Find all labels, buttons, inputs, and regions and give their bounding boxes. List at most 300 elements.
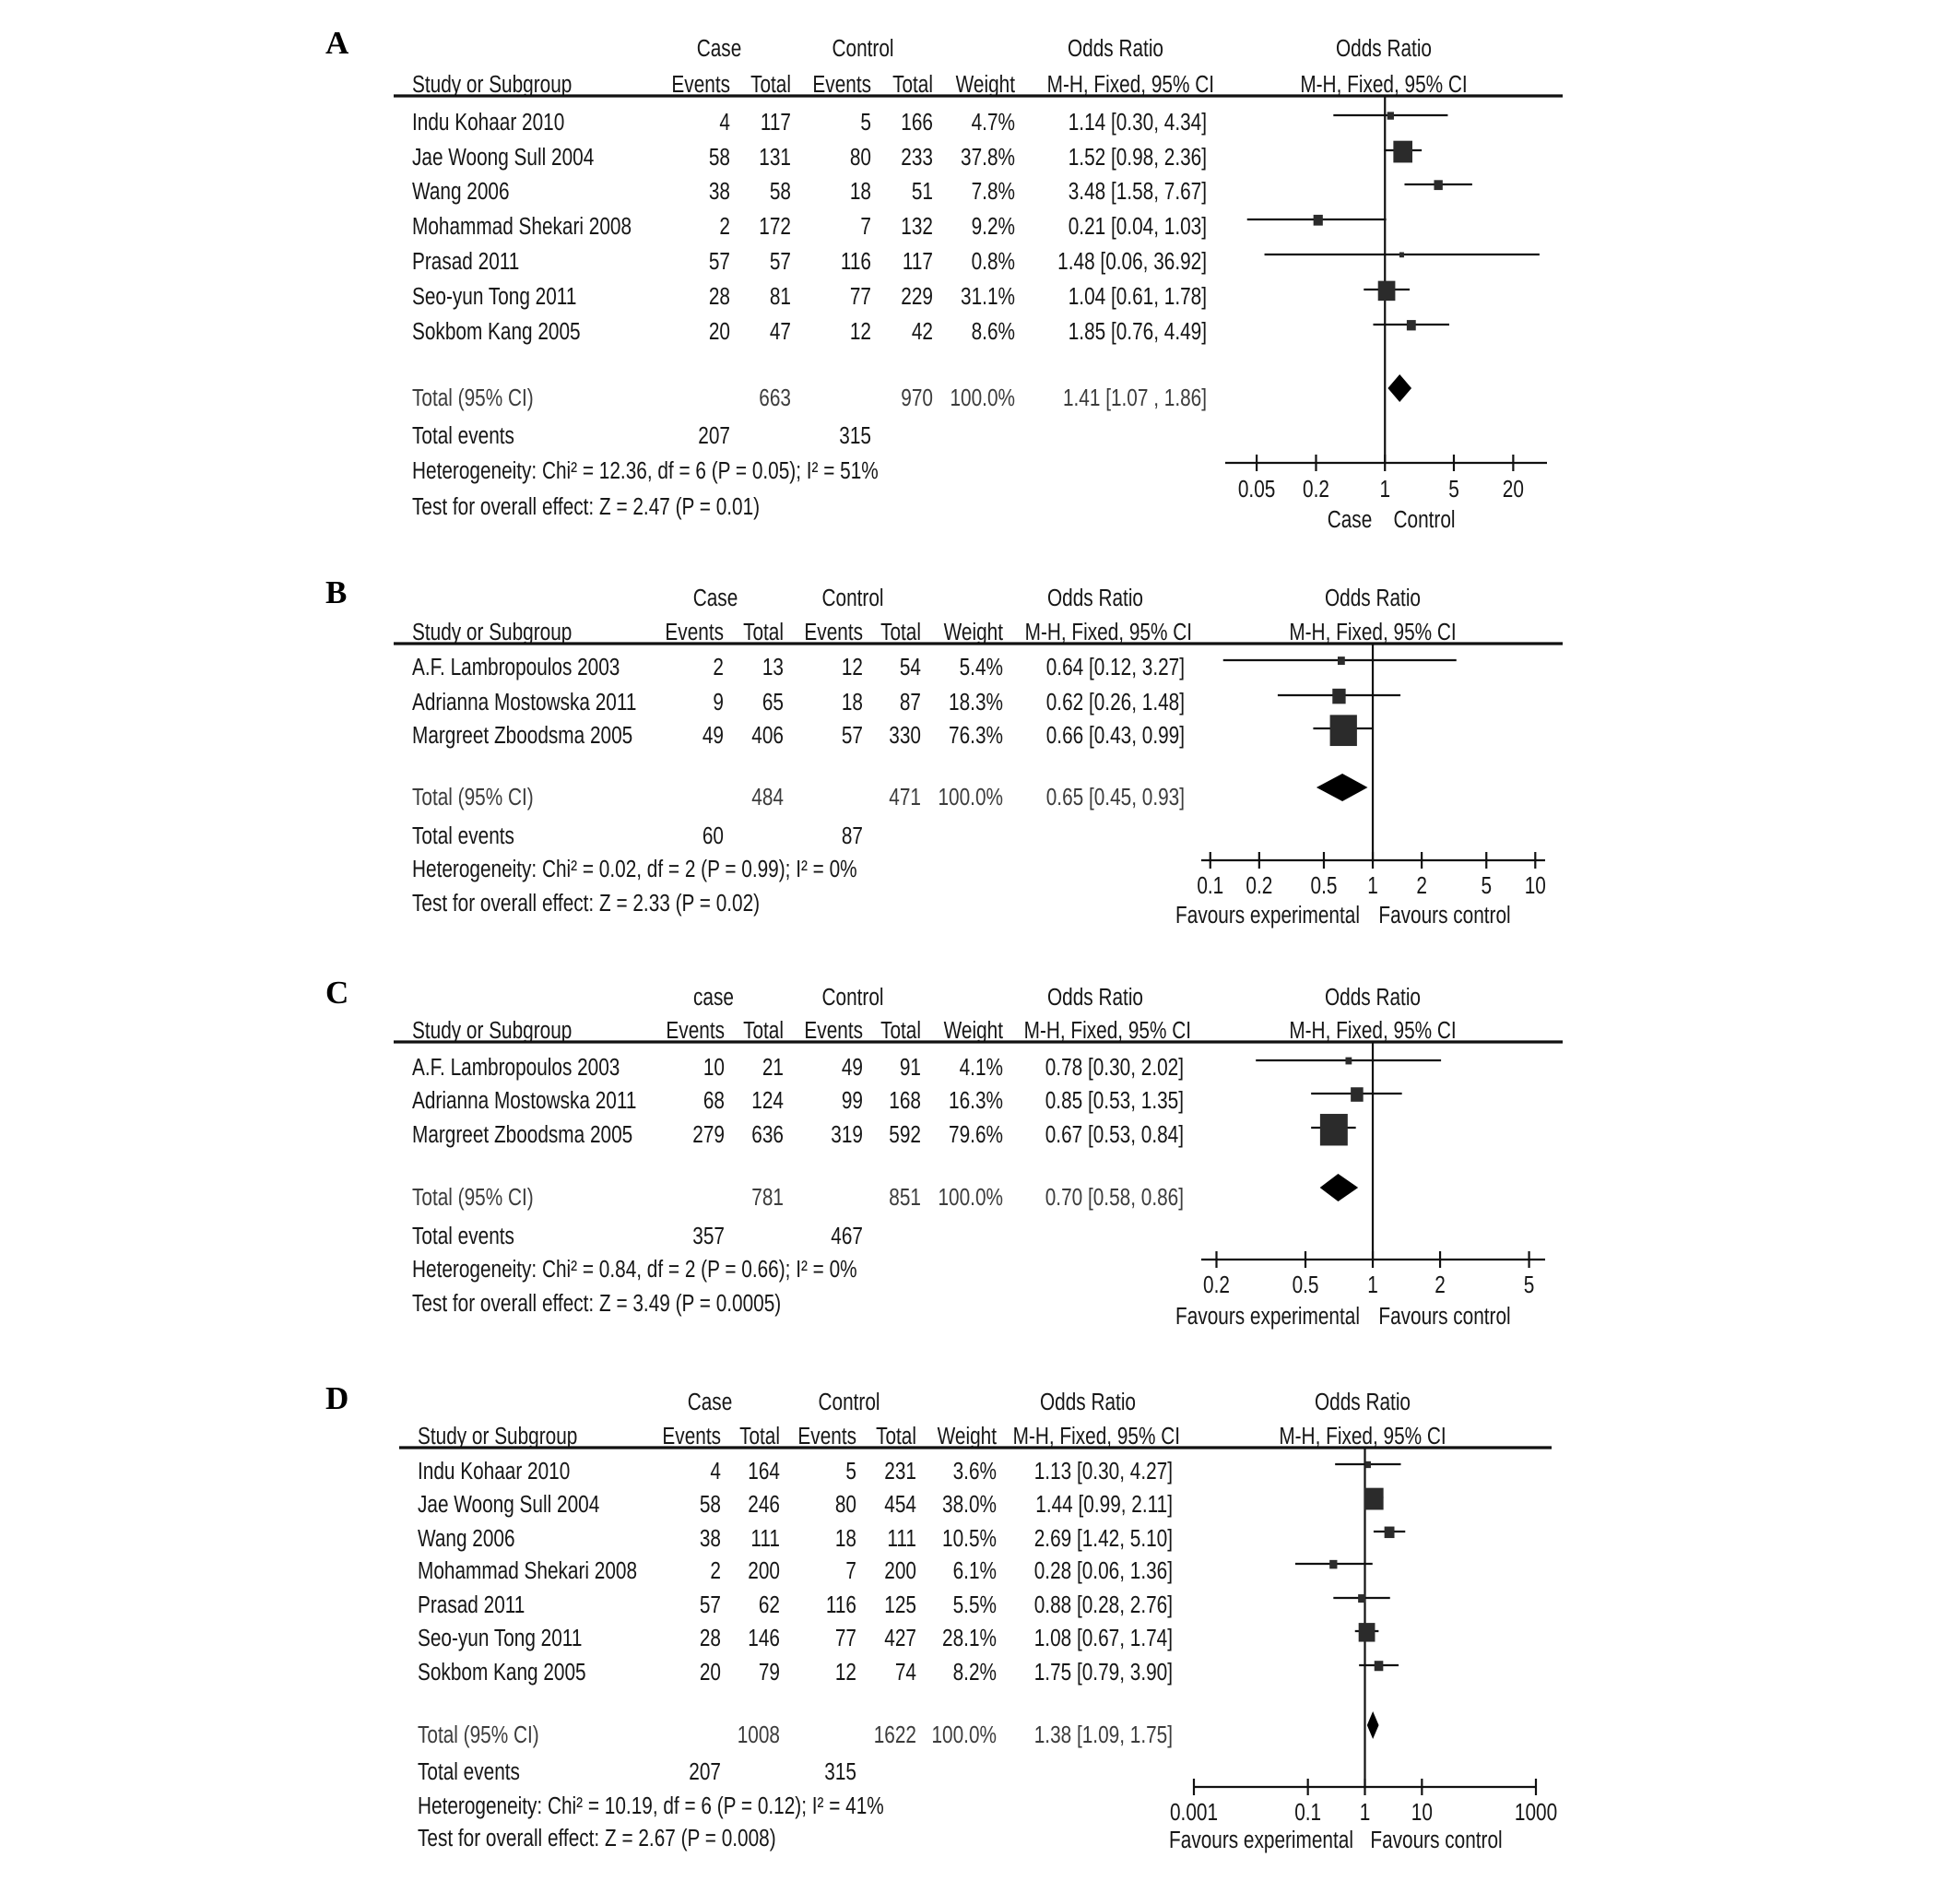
case-events: 49 (702, 721, 724, 749)
overall-effect-test: Test for overall effect: Z = 3.49 (P = 0.0005) (412, 1289, 782, 1317)
point-estimate-square (1399, 253, 1404, 258)
x-axis-tick-label: 20 (1502, 475, 1524, 503)
group-header-odds-ratio-plot: Odds Ratio (1325, 584, 1421, 611)
total-label: Total (95% CI) (418, 1721, 539, 1748)
column-header-weight: Weight (943, 618, 1003, 645)
pooled-estimate-diamond (1317, 774, 1368, 801)
control-total: 330 (889, 721, 921, 749)
x-axis-tick-label: 0.1 (1294, 1798, 1322, 1826)
x-axis-tick-label: 1 (1379, 475, 1391, 503)
column-header-control-total: Total (880, 618, 921, 645)
group-header-control: Control (818, 1388, 880, 1415)
odds-ratio-ci: 0.64 [0.12, 3.27] (1045, 653, 1185, 680)
control-total: 42 (911, 317, 933, 345)
total-odds-ratio-ci: 1.41 [1.07 , 1.86] (1062, 384, 1207, 411)
case-events: 20 (708, 317, 730, 345)
total-events-control: 315 (839, 421, 871, 449)
control-events: 5 (860, 108, 871, 136)
weight: 7.8% (971, 177, 1015, 205)
column-header-control-events: Events (812, 70, 871, 98)
study-name: Indu Kohaar 2010 (418, 1457, 571, 1485)
column-header-study: Study or Subgroup (412, 1016, 573, 1044)
study-row (412, 178, 1472, 205)
x-axis-tick-label: 2 (1416, 871, 1427, 899)
weight: 16.3% (949, 1086, 1003, 1114)
point-estimate-square (1385, 1527, 1395, 1538)
study-row (412, 1087, 1402, 1114)
group-header-odds-ratio-table: Odds Ratio (1047, 584, 1143, 611)
control-events: 7 (860, 212, 871, 240)
column-header-case-events: Events (665, 618, 724, 645)
total-row (412, 374, 1411, 411)
x-axis-tick-label: 0.001 (1169, 1798, 1219, 1826)
control-total: 51 (911, 177, 933, 205)
weight: 10.5% (942, 1524, 997, 1552)
total-control-total: 471 (889, 783, 921, 810)
x-axis (1175, 1251, 1545, 1330)
x-axis-tick-label: 0.1 (1197, 871, 1224, 899)
total-events-row (412, 822, 863, 849)
study-row (418, 1591, 1390, 1618)
study-name: Prasad 2011 (412, 247, 520, 275)
case-total: 164 (748, 1457, 780, 1485)
point-estimate-square (1332, 689, 1345, 704)
group-header-case: Case (696, 34, 742, 62)
weight: 38.0% (942, 1490, 997, 1518)
weight: 5.5% (952, 1591, 997, 1618)
case-total: 13 (762, 653, 784, 680)
case-total: 47 (769, 317, 791, 345)
total-label: Total (95% CI) (412, 1183, 534, 1211)
case-events: 58 (699, 1490, 721, 1518)
odds-ratio-ci: 0.66 [0.43, 0.99] (1045, 721, 1185, 749)
x-axis-tick-label: 5 (1481, 871, 1493, 899)
total-events-case: 207 (698, 421, 730, 449)
x-axis-tick-label: 0.5 (1310, 871, 1338, 899)
column-header-case-events: Events (671, 70, 730, 98)
column-header-weight: Weight (937, 1422, 997, 1449)
odds-ratio-ci: 1.04 [0.61, 1.78] (1068, 282, 1207, 310)
case-total: 21 (762, 1053, 784, 1081)
case-events: 10 (703, 1053, 725, 1081)
x-axis-tick-label: 0.2 (1203, 1271, 1230, 1298)
x-axis-tick-label: 10 (1411, 1798, 1433, 1826)
group-header-odds-ratio-table: Odds Ratio (1068, 34, 1163, 62)
odds-ratio-ci: 0.78 [0.30, 2.02] (1045, 1053, 1184, 1081)
total-odds-ratio-ci: 0.65 [0.45, 0.93] (1045, 783, 1185, 810)
x-axis-tick-label: 1 (1367, 871, 1378, 899)
study-row (412, 715, 1372, 748)
axis-label-left: Case (1327, 505, 1373, 533)
column-header-or-table: M-H, Fixed, 95% CI (1046, 70, 1214, 98)
total-case-total: 663 (759, 384, 791, 411)
axis-label-left: Favours experimental (1175, 1302, 1360, 1330)
odds-ratio-ci: 3.48 [1.58, 7.67] (1068, 177, 1207, 205)
control-total: 54 (899, 653, 921, 680)
study-name: Prasad 2011 (418, 1591, 525, 1618)
control-total: 74 (894, 1658, 916, 1686)
weight: 4.1% (959, 1053, 1003, 1081)
odds-ratio-ci: 1.48 [0.06, 36.92] (1057, 247, 1207, 275)
column-header-or-table: M-H, Fixed, 95% CI (1024, 618, 1192, 645)
pooled-estimate-diamond (1387, 374, 1411, 402)
case-total: 246 (748, 1490, 780, 1518)
total-weight: 100.0% (938, 1183, 1003, 1211)
pooled-estimate-diamond (1320, 1174, 1358, 1201)
weight: 31.1% (961, 282, 1015, 310)
point-estimate-square (1434, 180, 1442, 190)
x-axis-tick-label: 2 (1435, 1271, 1446, 1298)
weight: 4.7% (971, 108, 1015, 136)
control-total: 231 (884, 1457, 916, 1485)
control-total: 91 (899, 1053, 921, 1081)
odds-ratio-ci: 2.69 [1.42, 5.10] (1033, 1524, 1173, 1552)
control-total: 592 (889, 1120, 921, 1148)
case-events: 4 (719, 108, 730, 136)
column-header-or-plot: M-H, Fixed, 95% CI (1289, 1016, 1457, 1044)
study-row (418, 1659, 1399, 1686)
total-events-case: 207 (689, 1757, 721, 1785)
odds-ratio-ci: 1.44 [0.99, 2.11] (1035, 1490, 1173, 1518)
study-row (412, 213, 1387, 240)
case-events: 2 (713, 653, 724, 680)
study-name: Mohammad Shekari 2008 (412, 212, 632, 240)
odds-ratio-ci: 0.21 [0.04, 1.03] (1068, 212, 1207, 240)
heterogeneity-statistic: Heterogeneity: Chi² = 10.19, df = 6 (P = 0.12); I² = 41% (418, 1792, 884, 1819)
study-name: Seo-yun Tong 2011 (412, 282, 577, 310)
study-row (412, 318, 1449, 345)
study-name: Jae Woong Sull 2004 (418, 1490, 600, 1518)
column-header-control-total: Total (876, 1422, 916, 1449)
study-row (412, 141, 1422, 171)
total-row (418, 1711, 1379, 1748)
x-axis (1225, 455, 1547, 533)
point-estimate-square (1375, 1661, 1384, 1671)
control-events: 18 (841, 688, 863, 716)
total-events-label: Total events (418, 1757, 520, 1785)
column-header-case-total: Total (743, 618, 784, 645)
control-events: 319 (831, 1120, 863, 1148)
study-row (412, 689, 1400, 716)
case-total: 65 (762, 688, 784, 716)
study-name: Margreet Zboodsma 2005 (412, 1120, 633, 1148)
total-case-total: 781 (751, 1183, 784, 1211)
point-estimate-square (1330, 715, 1357, 746)
column-header-case-total: Total (743, 1016, 784, 1044)
control-events: 77 (849, 282, 871, 310)
case-total: 58 (769, 177, 791, 205)
case-events: 58 (708, 143, 730, 171)
study-name: Margreet Zboodsma 2005 (412, 721, 633, 749)
control-events: 99 (841, 1086, 863, 1114)
point-estimate-square (1320, 1114, 1348, 1145)
odds-ratio-ci: 1.85 [0.76, 4.49] (1068, 317, 1207, 345)
weight: 5.4% (959, 653, 1003, 680)
heterogeneity-statistic: Heterogeneity: Chi² = 12.36, df = 6 (P = 0.05); I² = 51% (412, 456, 879, 484)
study-row (418, 1623, 1378, 1650)
weight: 28.1% (942, 1624, 997, 1651)
point-estimate-square (1345, 1058, 1352, 1065)
column-header-weight: Weight (955, 70, 1015, 98)
case-total: 146 (748, 1624, 780, 1651)
total-weight: 100.0% (938, 783, 1003, 810)
panel-label: B (325, 574, 348, 610)
group-header-odds-ratio-table: Odds Ratio (1047, 983, 1143, 1011)
total-events-row (418, 1758, 856, 1785)
axis-label-right: Favours control (1378, 901, 1511, 929)
point-estimate-square (1338, 657, 1345, 665)
case-events: 9 (713, 688, 724, 716)
group-header-case: Case (692, 584, 738, 611)
group-header-control: Control (821, 584, 884, 611)
x-axis-tick-label: 0.2 (1246, 871, 1273, 899)
point-estimate-square (1378, 281, 1396, 302)
total-case-total: 484 (751, 783, 784, 810)
study-row (418, 1488, 1384, 1518)
case-events: 4 (710, 1457, 721, 1485)
column-header-control-events: Events (804, 618, 863, 645)
column-header-case-total: Total (750, 70, 791, 98)
point-estimate-square (1387, 112, 1394, 119)
total-events-control: 87 (841, 822, 863, 849)
case-total: 124 (751, 1086, 784, 1114)
odds-ratio-ci: 1.75 [0.79, 3.90] (1033, 1658, 1173, 1686)
total-odds-ratio-ci: 0.70 [0.58, 0.86] (1045, 1183, 1184, 1211)
forest-panel-d (325, 1380, 1557, 1853)
study-row (412, 281, 1410, 310)
case-total: 200 (748, 1556, 780, 1584)
x-axis-tick-label: 0.2 (1303, 475, 1329, 503)
study-row (412, 248, 1540, 275)
column-header-or-plot: M-H, Fixed, 95% CI (1279, 1422, 1446, 1449)
total-row (412, 774, 1367, 810)
x-axis-tick-label: 0.5 (1292, 1271, 1319, 1298)
forest-panel-b (325, 574, 1563, 929)
axis-label-right: Favours control (1378, 1302, 1511, 1330)
control-events: 49 (841, 1053, 863, 1081)
study-name: Jae Woong Sull 2004 (412, 143, 595, 171)
total-events-control: 467 (831, 1222, 863, 1249)
study-row (418, 1557, 1373, 1584)
group-header-odds-ratio-plot: Odds Ratio (1336, 34, 1432, 62)
column-header-control-total: Total (880, 1016, 921, 1044)
axis-label-left: Favours experimental (1169, 1826, 1353, 1853)
case-total: 117 (760, 108, 791, 136)
column-header-control-total: Total (892, 70, 933, 98)
x-axis-tick-label: 1000 (1514, 1798, 1558, 1826)
total-control-total: 851 (889, 1183, 921, 1211)
overall-effect-test: Test for overall effect: Z = 2.47 (P = 0.01) (412, 492, 761, 520)
study-row (412, 109, 1447, 136)
x-axis-tick-label: 0.05 (1237, 475, 1276, 503)
odds-ratio-ci: 1.14 [0.30, 4.34] (1068, 108, 1207, 136)
control-total: 233 (901, 143, 933, 171)
column-header-case-events: Events (666, 1016, 725, 1044)
control-events: 12 (834, 1658, 856, 1686)
control-total: 200 (884, 1556, 916, 1584)
group-header-control: Control (832, 34, 894, 62)
case-events: 38 (708, 177, 730, 205)
point-estimate-square (1359, 1623, 1376, 1641)
control-events: 116 (825, 1591, 856, 1618)
group-header-case: Case (687, 1388, 733, 1415)
study-name: Adrianna Mostowska 2011 (412, 688, 637, 716)
odds-ratio-ci: 1.13 [0.30, 4.27] (1033, 1457, 1173, 1485)
total-label: Total (95% CI) (412, 384, 534, 411)
control-total: 117 (902, 247, 933, 275)
control-events: 80 (849, 143, 871, 171)
total-events-case: 357 (692, 1222, 725, 1249)
x-axis-tick-label: 5 (1523, 1271, 1535, 1298)
point-estimate-square (1358, 1594, 1365, 1603)
total-control-total: 1622 (873, 1721, 916, 1748)
study-name: A.F. Lambropoulos 2003 (412, 653, 620, 680)
control-total: 427 (884, 1624, 916, 1651)
study-name: A.F. Lambropoulos 2003 (412, 1053, 620, 1081)
study-row (412, 654, 1457, 680)
weight: 9.2% (971, 212, 1015, 240)
case-total: 81 (769, 282, 791, 310)
case-total: 636 (751, 1120, 784, 1148)
case-events: 279 (692, 1120, 725, 1148)
odds-ratio-ci: 0.88 [0.28, 2.76] (1033, 1591, 1173, 1618)
axis-label-right: Favours control (1370, 1826, 1503, 1853)
x-axis-tick-label: 1 (1367, 1271, 1378, 1298)
x-axis (1175, 852, 1546, 929)
column-header-study: Study or Subgroup (412, 618, 573, 645)
point-estimate-square (1393, 141, 1412, 163)
column-header-control-events: Events (804, 1016, 863, 1044)
case-total: 57 (769, 247, 791, 275)
column-header-control-events: Events (797, 1422, 856, 1449)
total-events-label: Total events (412, 1222, 514, 1249)
point-estimate-square (1365, 1461, 1371, 1468)
overall-effect-test: Test for overall effect: Z = 2.33 (P = 0.02) (412, 889, 761, 917)
forest-panel-a (325, 25, 1563, 533)
total-events-case: 60 (702, 822, 724, 849)
total-events-label: Total events (412, 822, 514, 849)
study-name: Indu Kohaar 2010 (412, 108, 565, 136)
weight: 8.6% (971, 317, 1015, 345)
group-header-odds-ratio-table: Odds Ratio (1040, 1388, 1136, 1415)
control-total: 229 (901, 282, 933, 310)
axis-label-right: Control (1393, 505, 1456, 533)
weight: 18.3% (949, 688, 1003, 716)
heterogeneity-statistic: Heterogeneity: Chi² = 0.84, df = 2 (P = 0.66); I² = 0% (412, 1255, 857, 1283)
control-events: 7 (845, 1556, 856, 1584)
case-events: 57 (708, 247, 730, 275)
group-header-case: case (693, 983, 734, 1011)
control-events: 18 (834, 1524, 856, 1552)
control-events: 12 (841, 653, 863, 680)
column-header-study: Study or Subgroup (418, 1422, 578, 1449)
x-axis-tick-label: 5 (1448, 475, 1459, 503)
total-events-row (412, 422, 871, 449)
total-events-control: 315 (824, 1757, 856, 1785)
control-events: 57 (841, 721, 863, 749)
weight: 8.2% (952, 1658, 997, 1686)
total-control-total: 970 (901, 384, 933, 411)
column-header-or-plot: M-H, Fixed, 95% CI (1300, 70, 1468, 98)
case-events: 68 (703, 1086, 725, 1114)
column-header-case-events: Events (662, 1422, 721, 1449)
control-total: 111 (887, 1524, 916, 1552)
x-axis-tick-label: 10 (1524, 871, 1546, 899)
panel-label: D (325, 1380, 349, 1416)
point-estimate-square (1329, 1560, 1337, 1569)
odds-ratio-ci: 1.52 [0.98, 2.36] (1068, 143, 1207, 171)
control-total: 87 (899, 688, 921, 716)
total-odds-ratio-ci: 1.38 [1.09, 1.75] (1033, 1721, 1173, 1748)
total-events-row (412, 1223, 863, 1249)
overall-effect-test: Test for overall effect: Z = 2.67 (P = 0.008) (418, 1824, 776, 1851)
total-events-label: Total events (412, 421, 514, 449)
control-events: 18 (849, 177, 871, 205)
column-header-case-total: Total (739, 1422, 780, 1449)
control-events: 77 (834, 1624, 856, 1651)
pooled-estimate-diamond (1367, 1711, 1379, 1739)
panel-label: A (325, 25, 349, 61)
forest-panel-c (325, 975, 1563, 1330)
total-case-total: 1008 (737, 1721, 780, 1748)
group-header-odds-ratio-plot: Odds Ratio (1315, 1388, 1411, 1415)
group-header-control: Control (821, 983, 884, 1011)
odds-ratio-ci: 0.67 [0.53, 0.84] (1045, 1120, 1184, 1148)
column-header-weight: Weight (943, 1016, 1003, 1044)
weight: 79.6% (949, 1120, 1003, 1148)
column-header-or-table: M-H, Fixed, 95% CI (1023, 1016, 1191, 1044)
case-total: 131 (759, 143, 791, 171)
odds-ratio-ci: 0.62 [0.26, 1.48] (1045, 688, 1185, 716)
panel-label: C (325, 975, 349, 1011)
study-row (418, 1525, 1405, 1552)
case-total: 172 (759, 212, 791, 240)
study-name: Mohammad Shekari 2008 (418, 1556, 638, 1584)
x-axis-tick-label: 1 (1359, 1798, 1371, 1826)
control-events: 116 (840, 247, 871, 275)
axis-label-left: Favours experimental (1175, 901, 1360, 929)
study-name: Adrianna Mostowska 2011 (412, 1086, 637, 1114)
total-weight: 100.0% (931, 1721, 997, 1748)
case-total: 79 (758, 1658, 780, 1686)
case-total: 111 (750, 1524, 780, 1552)
column-header-or-table: M-H, Fixed, 95% CI (1012, 1422, 1180, 1449)
total-row (412, 1174, 1358, 1211)
control-events: 12 (849, 317, 871, 345)
point-estimate-square (1314, 215, 1323, 226)
case-events: 57 (699, 1591, 721, 1618)
weight: 3.6% (952, 1457, 997, 1485)
point-estimate-square (1351, 1087, 1364, 1102)
control-total: 454 (884, 1490, 916, 1518)
total-weight: 100.0% (950, 384, 1015, 411)
study-row (418, 1458, 1400, 1485)
column-header-study: Study or Subgroup (412, 70, 573, 98)
control-total: 168 (889, 1086, 921, 1114)
case-events: 38 (699, 1524, 721, 1552)
heterogeneity-statistic: Heterogeneity: Chi² = 0.02, df = 2 (P = 0.99); I² = 0% (412, 855, 857, 882)
study-name: Wang 2006 (412, 177, 510, 205)
case-events: 2 (719, 212, 730, 240)
case-total: 406 (751, 721, 784, 749)
point-estimate-square (1407, 320, 1416, 330)
case-events: 28 (708, 282, 730, 310)
column-header-or-plot: M-H, Fixed, 95% CI (1289, 618, 1457, 645)
study-row (412, 1114, 1356, 1147)
x-axis (1169, 1779, 1557, 1853)
point-estimate-square (1364, 1488, 1384, 1510)
control-events: 80 (834, 1490, 856, 1518)
